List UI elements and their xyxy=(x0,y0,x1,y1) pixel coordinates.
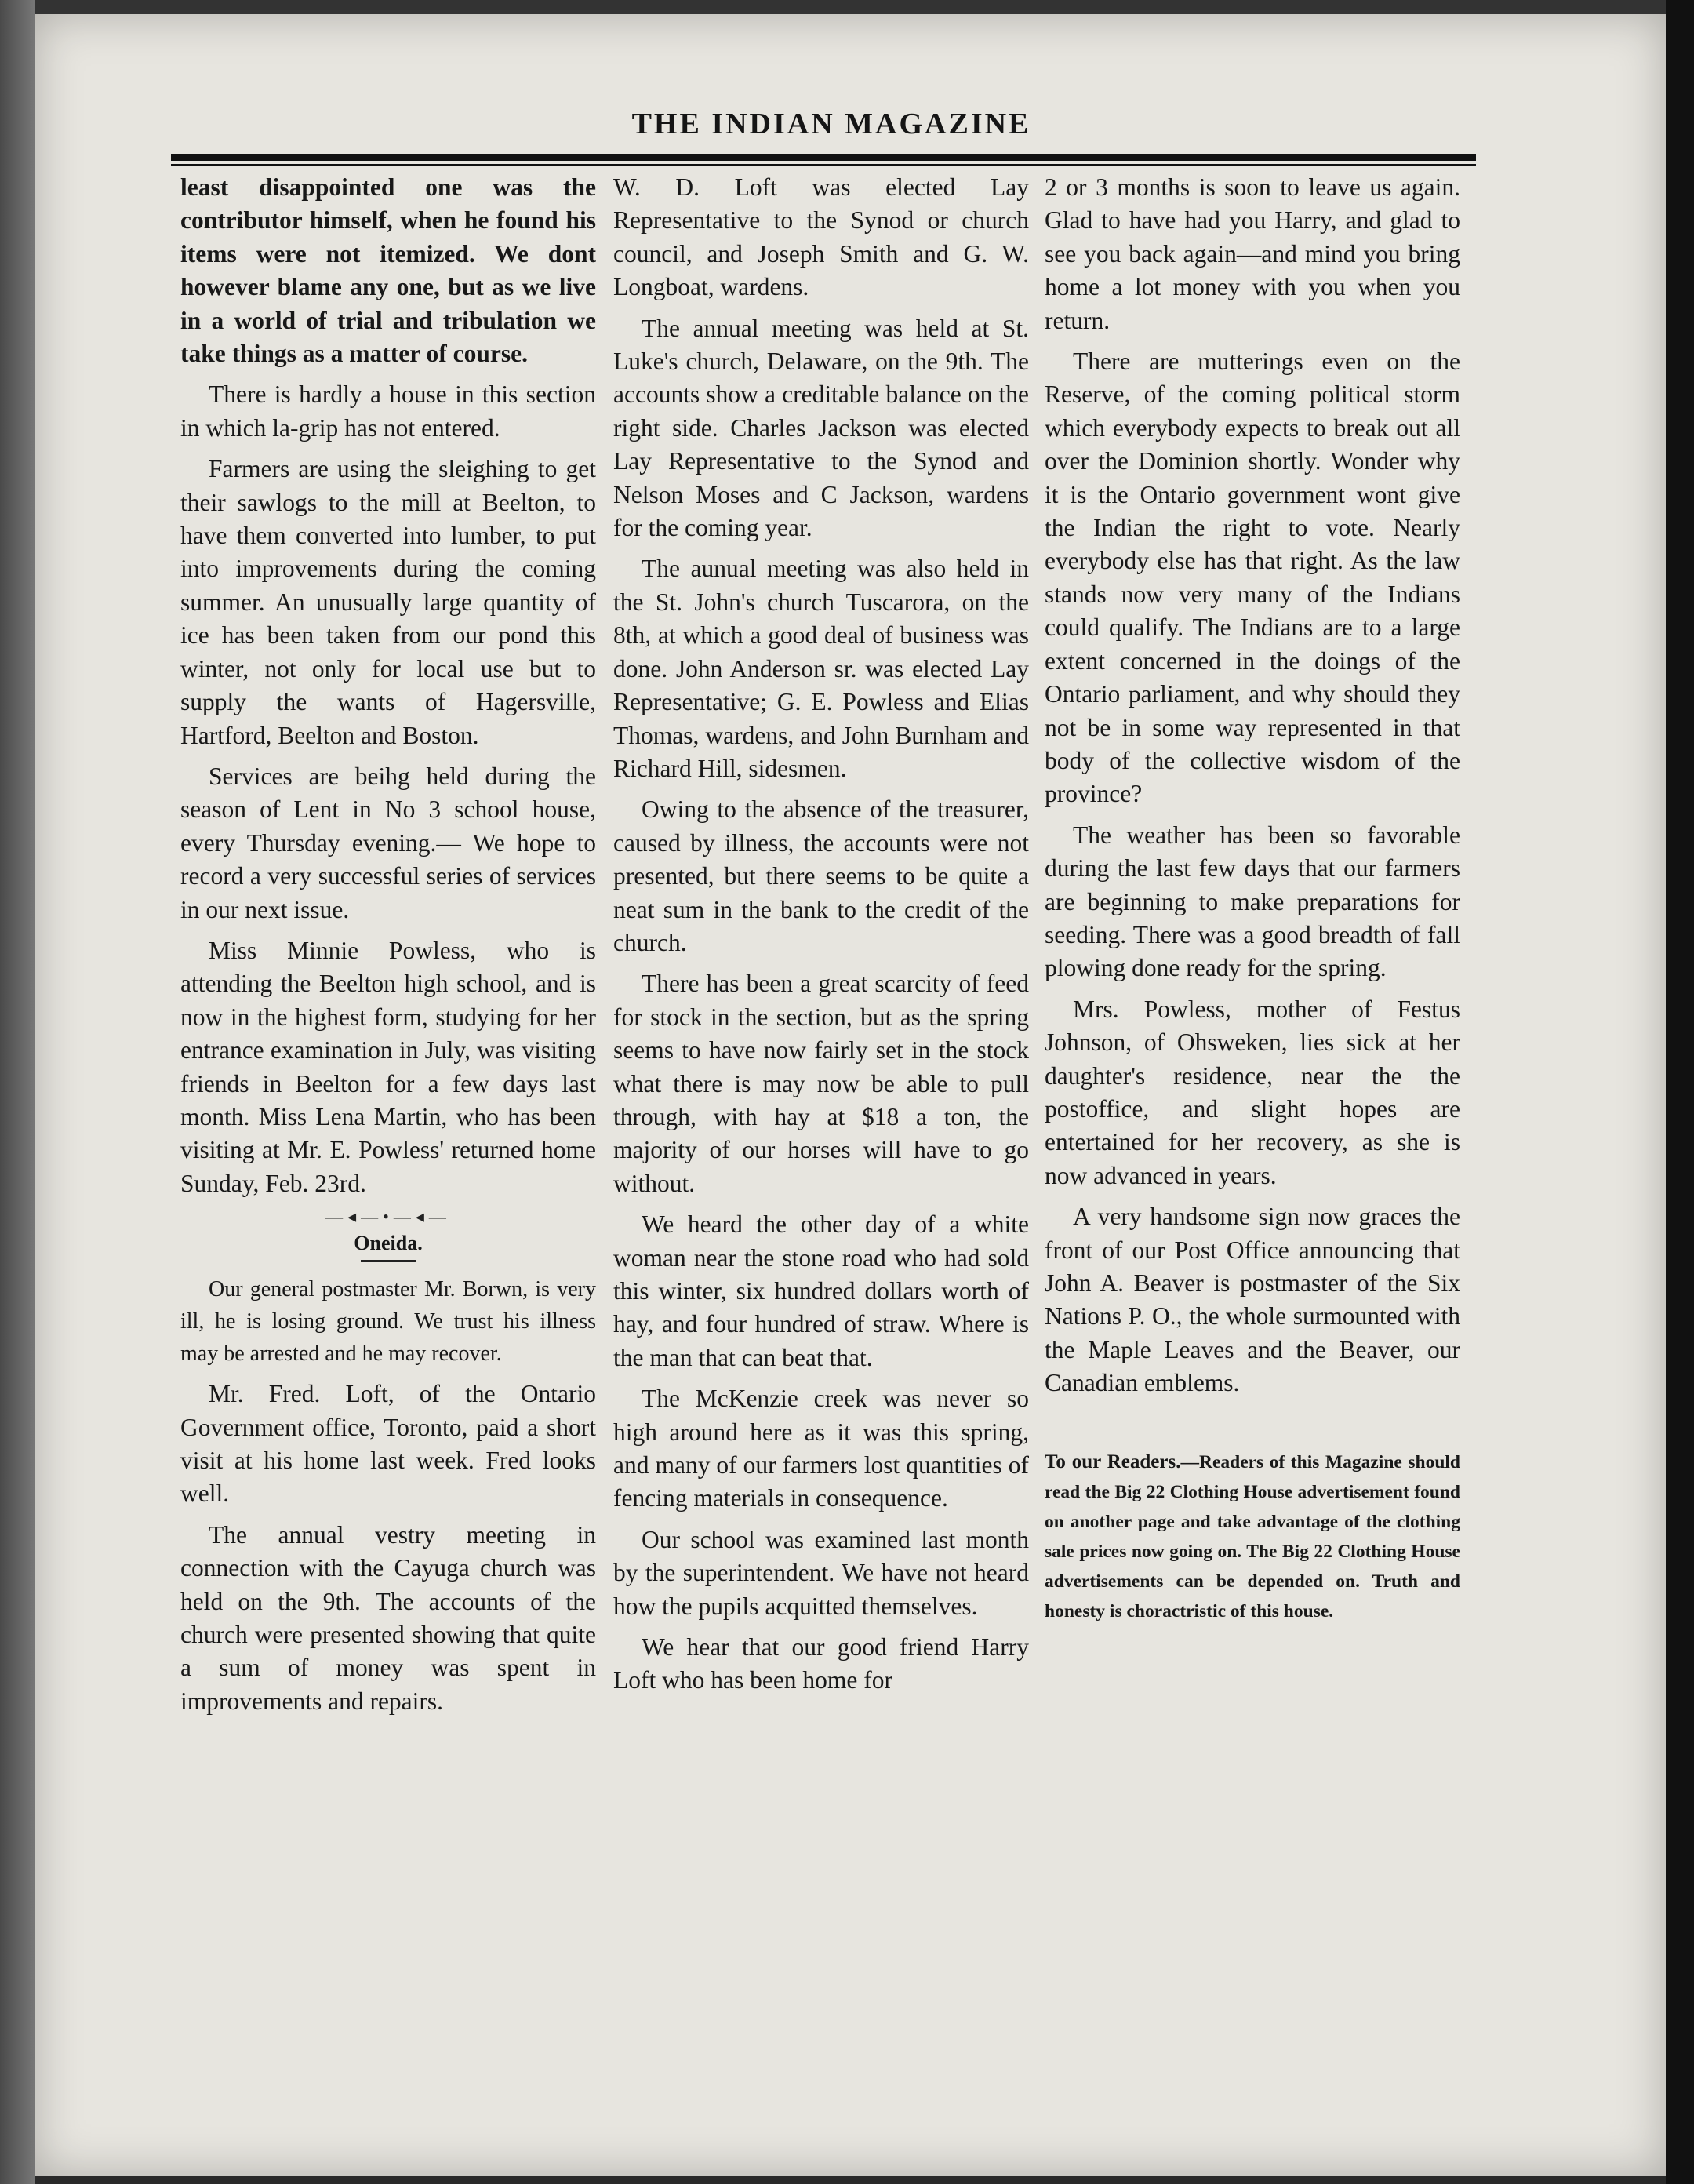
section-ornament: —◂—•—◂— xyxy=(325,1207,451,1227)
readers-notice xyxy=(1045,1447,1460,1626)
col1-paragraph-1: least disappointed one was the contributor himself, when he found his items were not itemized. We dont however blame any one, but as we live in a world of trial and tribulation we take things as a matter of course. xyxy=(180,173,596,368)
col3-paragraph-1: 2 or 3 months is soon to leave us again. Glad to have had you Harry, and glad to see you back again—and mind you bring home a lot money with you when you return. xyxy=(1045,173,1460,334)
col1-paragraph-4: Services are beihg held during the season of Lent in No 3 school house, every Thursday evening.— We hope to record a very successful series of services in our next issue. xyxy=(180,762,596,923)
col2-paragraph-2: The annual meeting was held at St. Luke's church, Delaware, on the 9th. The accounts show a creditable balance on the right side. Charles Jackson was elected Lay Representative to the Synod and Nelson Moses and C Jackson, wardens for the coming year. xyxy=(613,314,1029,542)
scan-edge-top xyxy=(0,0,1694,14)
col3-paragraph-2: There are mutterings even on the Reserve, of the coming political storm which everybody expects to break out all over the Dominion shortly. Wonder why it is the Ontario government wont give the Indian the right to vote. Nearly everybody else has that right. As the law stands now very many of the Indians could qualify. The Indians are to a large extent concerned in the doings of the Ontario parliament, and why should they not be in some way represented in that body of the collective wisdom of the province? xyxy=(1045,348,1460,808)
col1-paragraph-5: Miss Minnie Powless, who is attending the Beelton high school, and is now in the highest form, studying for her entrance examination in July, was visiting friends in Beelton for a few days last month. Miss Lena Martin, who has been visiting at Mr. E. Powless' returned home Sunday, Feb. 23rd. xyxy=(180,936,596,1197)
column-middle xyxy=(613,171,1029,1698)
col1-paragraph-7: Mr. Fred. Loft, of the Ontario Government office, Toronto, paid a short visit at his home last week. Fred looks well. xyxy=(180,1380,596,1508)
col1-paragraph-3: Farmers are using the sleighing to get their sawlogs to the mill at Beelton, to have them converted into lumber, to put into improvements during the coming summer. An unusually large quantity of ice has been taken from our pond this winter, not only for local use but to supply the wants of Hagersville, Hartford, Beelton and Boston. xyxy=(180,455,596,749)
col1-paragraph-8: The annual vestry meeting in connection with the Cayuga church was held on the 9th. The accounts of the church were presented showing that quite a sum of money was spent in improvements and repairs. xyxy=(180,1520,596,1715)
header-rule-thick xyxy=(171,154,1476,161)
column-right xyxy=(1045,171,1460,1626)
col3-paragraph-3: The weather has been so favorable during the last few days that our farmers are beginning to make preparations for seeding. There was a good breadth of fall plowing done ready for the spring. xyxy=(1045,821,1460,982)
section-title-oneida: Oneida. xyxy=(354,1232,423,1255)
col3-paragraph-5: A very handsome sign now graces the front of our Post Office announcing that John A. Beaver is postmaster of the Six Nations P. O., the whole surmounted with the Maple Leaves and the Beaver, our Canadian emblems. xyxy=(1045,1203,1460,1397)
header-rule-thin xyxy=(171,164,1476,166)
section-title-rule xyxy=(361,1260,416,1262)
col2-paragraph-7: The McKenzie creek was never so high around here as it was this spring, and many of our farmers lost quantities of fencing materials in consequence. xyxy=(613,1385,1029,1512)
col2-paragraph-5: There has been a great scarcity of feed for stock in the section, but as the spring seems to have now fairly set in the stock what there is may now be able to pull through, with hay at $18 a ton, the majority of our horses will have to go without. xyxy=(613,970,1029,1197)
col1-paragraph-6: Our general postmaster Mr. Borwn, is very ill, he is losing ground. We trust his illness may be arrested and he may recover. xyxy=(180,1277,596,1367)
col2-paragraph-9: We hear that our good friend Harry Loft who has been home for xyxy=(613,1633,1029,1694)
readers-notice-body: —Readers of this Magazine should read the Big 22 Clothing House advertisement found on another page and take advantage of the clothing sale prices now going on. The Big 22 Clothing House advertisements can be depended on. Truth and honesty is choractristic of this house. xyxy=(1045,1451,1460,1622)
col2-paragraph-6: We heard the other day of a white woman near the stone road who had sold this winter, six hundred dollars worth of hay, and four hundred of straw. Where is the man that can beat that. xyxy=(613,1210,1029,1371)
col1-paragraph-2: There is hardly a house in this section in which la-grip has not entered. xyxy=(180,380,596,442)
readers-notice-lead: To our Readers. xyxy=(1045,1451,1181,1472)
col2-paragraph-4: Owing to the absence of the treasurer, caused by illness, the accounts were not presented, but there seems to be quite a neat sum in the bank to the credit of the church. xyxy=(613,795,1029,956)
col2-paragraph-8: Our school was examined last month by the superintendent. We have not heard how the pupils acquitted themselves. xyxy=(613,1525,1029,1620)
col3-paragraph-4: Mrs. Powless, mother of Festus Johnson, of Ohsweken, lies sick at her daughter's residence, near the the postoffice, and slight hopes are entertained for her recovery, as she is now advanced in years. xyxy=(1045,995,1460,1189)
scan-edge-left xyxy=(0,0,35,2184)
page-header-title: THE INDIAN MAGAZINE xyxy=(631,107,1031,140)
col2-paragraph-1: W. D. Loft was elected Lay Representative to the Synod or church council, and Joseph Smith and G. W. Longboat, wardens. xyxy=(613,173,1029,301)
column-left xyxy=(180,171,596,1718)
col2-paragraph-3: The aunual meeting was also held in the St. John's church Tuscarora, on the 8th, at which a good deal of business was done. John Anderson sr. was elected Lay Representative; G. E. Powless and Elias Thomas, wardens, and John Burnham and Richard Hill, sidesmen. xyxy=(613,555,1029,782)
scan-edge-right xyxy=(1666,0,1694,2184)
